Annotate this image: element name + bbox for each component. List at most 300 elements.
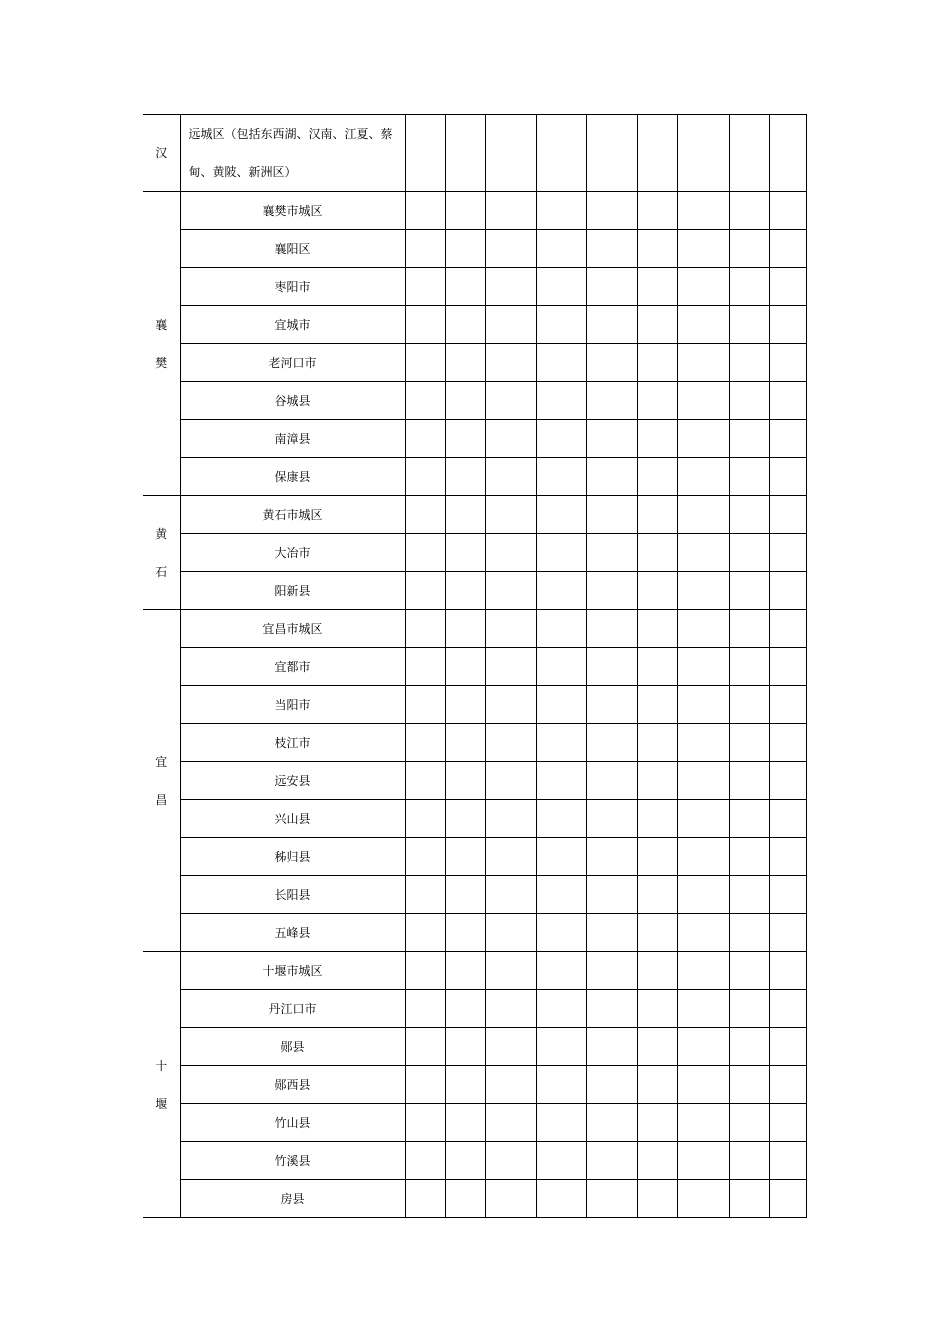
blank-cell[interactable]: [637, 762, 677, 800]
blank-cell[interactable]: [586, 876, 637, 914]
blank-cell[interactable]: [729, 914, 769, 952]
city-label-char: 宜: [155, 754, 168, 769]
district-cell: 枣阳市: [180, 268, 405, 306]
blank-cell[interactable]: [729, 458, 769, 496]
blank-cell[interactable]: [445, 192, 485, 230]
blank-cell[interactable]: [769, 496, 806, 534]
blank-cell[interactable]: [769, 610, 806, 648]
blank-cell[interactable]: [445, 496, 485, 534]
blank-cell[interactable]: [536, 1028, 586, 1066]
blank-cell[interactable]: [769, 914, 806, 952]
blank-cell[interactable]: [445, 572, 485, 610]
blank-cell[interactable]: [536, 762, 586, 800]
blank-cell[interactable]: [405, 382, 445, 420]
blank-cell[interactable]: [769, 686, 806, 724]
city-label-char: 堰: [155, 1096, 168, 1111]
blank-cell[interactable]: [677, 268, 729, 306]
blank-cell[interactable]: [536, 648, 586, 686]
blank-cell[interactable]: [637, 420, 677, 458]
blank-cell[interactable]: [485, 572, 536, 610]
blank-cell[interactable]: [405, 115, 445, 192]
district-cell: 远安县: [180, 762, 405, 800]
blank-cell[interactable]: [485, 1180, 536, 1218]
district-cell: 房县: [180, 1180, 405, 1218]
blank-cell[interactable]: [769, 800, 806, 838]
blank-cell[interactable]: [445, 534, 485, 572]
blank-cell[interactable]: [769, 724, 806, 762]
blank-cell[interactable]: [445, 1142, 485, 1180]
blank-cell[interactable]: [536, 1104, 586, 1142]
blank-cell[interactable]: [536, 724, 586, 762]
blank-cell[interactable]: [769, 306, 806, 344]
blank-cell[interactable]: [637, 952, 677, 990]
blank-cell[interactable]: [637, 572, 677, 610]
city-cell: [143, 115, 180, 192]
district-cell: 黄石市城区: [180, 496, 405, 534]
blank-cell[interactable]: [769, 762, 806, 800]
table-row: [143, 838, 806, 876]
blank-cell[interactable]: [769, 1104, 806, 1142]
blank-cell[interactable]: [729, 762, 769, 800]
blank-cell[interactable]: [729, 1028, 769, 1066]
blank-cell[interactable]: [677, 648, 729, 686]
table-row: [143, 876, 806, 914]
blank-cell[interactable]: [405, 496, 445, 534]
blank-cell[interactable]: [586, 648, 637, 686]
blank-cell[interactable]: [405, 990, 445, 1028]
blank-cell[interactable]: [769, 952, 806, 990]
blank-cell[interactable]: [637, 192, 677, 230]
blank-cell[interactable]: [729, 230, 769, 268]
blank-cell[interactable]: [405, 648, 445, 686]
blank-cell[interactable]: [677, 876, 729, 914]
blank-cell[interactable]: [677, 610, 729, 648]
blank-cell[interactable]: [729, 534, 769, 572]
district-cell: 兴山县: [180, 800, 405, 838]
blank-cell[interactable]: [586, 230, 637, 268]
city-cell: [143, 610, 180, 952]
table-row: [143, 952, 806, 990]
blank-cell[interactable]: [445, 230, 485, 268]
blank-cell[interactable]: [405, 610, 445, 648]
blank-cell[interactable]: [677, 496, 729, 534]
blank-cell[interactable]: [536, 876, 586, 914]
blank-cell[interactable]: [729, 306, 769, 344]
city-label-char: 石: [155, 564, 168, 579]
blank-cell[interactable]: [729, 800, 769, 838]
blank-cell[interactable]: [637, 610, 677, 648]
blank-cell[interactable]: [677, 382, 729, 420]
blank-cell[interactable]: [586, 344, 637, 382]
blank-cell[interactable]: [729, 1142, 769, 1180]
blank-cell[interactable]: [677, 914, 729, 952]
blank-cell[interactable]: [586, 1104, 637, 1142]
blank-cell[interactable]: [536, 230, 586, 268]
blank-cell[interactable]: [677, 458, 729, 496]
blank-cell[interactable]: [586, 115, 637, 192]
blank-cell[interactable]: [586, 1066, 637, 1104]
blank-cell[interactable]: [485, 534, 536, 572]
blank-cell[interactable]: [677, 952, 729, 990]
blank-cell[interactable]: [637, 458, 677, 496]
blank-cell[interactable]: [536, 1066, 586, 1104]
blank-cell[interactable]: [586, 382, 637, 420]
blank-cell[interactable]: [536, 192, 586, 230]
blank-cell[interactable]: [405, 230, 445, 268]
blank-cell[interactable]: [637, 800, 677, 838]
blank-cell[interactable]: [405, 1066, 445, 1104]
blank-cell[interactable]: [586, 496, 637, 534]
blank-cell[interactable]: [586, 572, 637, 610]
blank-cell[interactable]: [405, 306, 445, 344]
blank-cell[interactable]: [677, 230, 729, 268]
blank-cell[interactable]: [445, 420, 485, 458]
blank-cell[interactable]: [536, 990, 586, 1028]
blank-cell[interactable]: [637, 1104, 677, 1142]
blank-cell[interactable]: [485, 952, 536, 990]
blank-cell[interactable]: [405, 1104, 445, 1142]
blank-cell[interactable]: [405, 876, 445, 914]
blank-cell[interactable]: [729, 572, 769, 610]
blank-cell[interactable]: [405, 268, 445, 306]
blank-cell[interactable]: [677, 1028, 729, 1066]
city-cell: [143, 192, 180, 496]
blank-cell[interactable]: [445, 382, 485, 420]
blank-cell[interactable]: [536, 420, 586, 458]
blank-cell[interactable]: [586, 952, 637, 990]
table-row: [143, 382, 806, 420]
blank-cell[interactable]: [637, 876, 677, 914]
blank-cell[interactable]: [485, 458, 536, 496]
table-row: [143, 534, 806, 572]
blank-cell[interactable]: [536, 914, 586, 952]
blank-cell[interactable]: [769, 876, 806, 914]
district-cell: 南漳县: [180, 420, 405, 458]
blank-cell[interactable]: [677, 1104, 729, 1142]
blank-cell[interactable]: [729, 648, 769, 686]
blank-cell[interactable]: [536, 838, 586, 876]
table-row: [143, 344, 806, 382]
blank-cell[interactable]: [485, 838, 536, 876]
district-cell: 宜昌市城区: [180, 610, 405, 648]
blank-cell[interactable]: [485, 914, 536, 952]
city-label-char: 十: [155, 1058, 168, 1073]
blank-cell[interactable]: [677, 762, 729, 800]
blank-cell[interactable]: [405, 572, 445, 610]
blank-cell[interactable]: [637, 914, 677, 952]
blank-cell[interactable]: [405, 534, 445, 572]
blank-cell[interactable]: [586, 192, 637, 230]
blank-cell[interactable]: [729, 268, 769, 306]
blank-cell[interactable]: [586, 686, 637, 724]
blank-cell[interactable]: [677, 1142, 729, 1180]
blank-cell[interactable]: [637, 382, 677, 420]
blank-cell[interactable]: [729, 420, 769, 458]
blank-cell[interactable]: [485, 648, 536, 686]
city-label-char: 汉: [155, 146, 168, 160]
blank-cell[interactable]: [586, 914, 637, 952]
district-cell: 郧县: [180, 1028, 405, 1066]
blank-cell[interactable]: [769, 1142, 806, 1180]
blank-cell[interactable]: [637, 1028, 677, 1066]
blank-cell[interactable]: [445, 458, 485, 496]
blank-cell[interactable]: [536, 458, 586, 496]
district-cell: 郧西县: [180, 1066, 405, 1104]
table-row: [143, 990, 806, 1028]
blank-cell[interactable]: [485, 1142, 536, 1180]
blank-cell[interactable]: [637, 534, 677, 572]
blank-cell[interactable]: [485, 496, 536, 534]
district-cell: 襄阳区: [180, 230, 405, 268]
blank-cell[interactable]: [637, 990, 677, 1028]
blank-cell[interactable]: [769, 382, 806, 420]
blank-cell[interactable]: [445, 952, 485, 990]
blank-cell[interactable]: [637, 306, 677, 344]
blank-cell[interactable]: [536, 344, 586, 382]
blank-cell[interactable]: [536, 306, 586, 344]
city-cell: [143, 952, 180, 1218]
blank-cell[interactable]: [769, 1066, 806, 1104]
blank-cell[interactable]: [445, 1180, 485, 1218]
blank-cell[interactable]: [536, 115, 586, 192]
blank-cell[interactable]: [445, 1028, 485, 1066]
city-label-char: 昌: [155, 792, 168, 807]
blank-cell[interactable]: [485, 115, 536, 192]
blank-cell[interactable]: [677, 724, 729, 762]
blank-cell[interactable]: [637, 724, 677, 762]
blank-cell[interactable]: [405, 762, 445, 800]
blank-cell[interactable]: [586, 268, 637, 306]
blank-cell[interactable]: [445, 914, 485, 952]
blank-cell[interactable]: [586, 800, 637, 838]
blank-cell[interactable]: [637, 686, 677, 724]
blank-cell[interactable]: [485, 306, 536, 344]
blank-cell[interactable]: [405, 952, 445, 990]
blank-cell[interactable]: [536, 610, 586, 648]
city-cell: [143, 496, 180, 610]
blank-cell[interactable]: [485, 800, 536, 838]
blank-cell[interactable]: [586, 458, 637, 496]
district-cell: 谷城县: [180, 382, 405, 420]
blank-cell[interactable]: [536, 800, 586, 838]
blank-cell[interactable]: [586, 1028, 637, 1066]
blank-cell[interactable]: [445, 800, 485, 838]
region-table: [143, 114, 807, 1218]
blank-cell[interactable]: [637, 648, 677, 686]
blank-cell[interactable]: [677, 1180, 729, 1218]
blank-cell[interactable]: [405, 1180, 445, 1218]
blank-cell[interactable]: [677, 800, 729, 838]
blank-cell[interactable]: [729, 1104, 769, 1142]
blank-cell[interactable]: [485, 762, 536, 800]
blank-cell[interactable]: [729, 496, 769, 534]
blank-cell[interactable]: [485, 1104, 536, 1142]
blank-cell[interactable]: [536, 1142, 586, 1180]
blank-cell[interactable]: [485, 420, 536, 458]
blank-cell[interactable]: [445, 306, 485, 344]
blank-cell[interactable]: [445, 268, 485, 306]
blank-cell[interactable]: [536, 268, 586, 306]
blank-cell[interactable]: [769, 572, 806, 610]
table-row: [143, 1180, 806, 1218]
blank-cell[interactable]: [405, 192, 445, 230]
blank-cell[interactable]: [586, 1180, 637, 1218]
blank-cell[interactable]: [485, 686, 536, 724]
blank-cell[interactable]: [637, 344, 677, 382]
blank-cell[interactable]: [637, 1180, 677, 1218]
blank-cell[interactable]: [677, 344, 729, 382]
blank-cell[interactable]: [536, 572, 586, 610]
blank-cell[interactable]: [445, 990, 485, 1028]
blank-cell[interactable]: [445, 686, 485, 724]
blank-cell[interactable]: [729, 952, 769, 990]
table-row: [143, 914, 806, 952]
blank-cell[interactable]: [536, 496, 586, 534]
blank-cell[interactable]: [769, 458, 806, 496]
blank-cell[interactable]: [445, 762, 485, 800]
blank-cell[interactable]: [445, 724, 485, 762]
blank-cell[interactable]: [445, 1104, 485, 1142]
table-row: [143, 1028, 806, 1066]
blank-cell[interactable]: [405, 914, 445, 952]
blank-cell[interactable]: [729, 610, 769, 648]
blank-cell[interactable]: [536, 382, 586, 420]
blank-cell[interactable]: [536, 952, 586, 990]
blank-cell[interactable]: [586, 1142, 637, 1180]
blank-cell[interactable]: [769, 420, 806, 458]
blank-cell[interactable]: [677, 115, 729, 192]
blank-cell[interactable]: [677, 534, 729, 572]
blank-cell[interactable]: [445, 876, 485, 914]
blank-cell[interactable]: [677, 990, 729, 1028]
blank-cell[interactable]: [769, 838, 806, 876]
blank-cell[interactable]: [485, 610, 536, 648]
blank-cell[interactable]: [729, 838, 769, 876]
blank-cell[interactable]: [677, 306, 729, 344]
table-row: [143, 800, 806, 838]
blank-cell[interactable]: [677, 192, 729, 230]
district-cell: 襄樊市城区: [180, 192, 405, 230]
blank-cell[interactable]: [536, 686, 586, 724]
blank-cell[interactable]: [637, 1142, 677, 1180]
blank-cell[interactable]: [769, 192, 806, 230]
blank-cell[interactable]: [405, 686, 445, 724]
blank-cell[interactable]: [485, 990, 536, 1028]
blank-cell[interactable]: [729, 1180, 769, 1218]
district-cell: 长阳县: [180, 876, 405, 914]
blank-cell[interactable]: [445, 610, 485, 648]
blank-cell[interactable]: [729, 990, 769, 1028]
blank-cell[interactable]: [769, 115, 806, 192]
district-cell: 宜城市: [180, 306, 405, 344]
blank-cell[interactable]: [405, 420, 445, 458]
blank-cell[interactable]: [445, 838, 485, 876]
table-row: [143, 496, 806, 534]
table-row: [143, 420, 806, 458]
blank-cell[interactable]: [405, 344, 445, 382]
blank-cell[interactable]: [769, 344, 806, 382]
blank-cell[interactable]: [445, 1066, 485, 1104]
blank-cell[interactable]: [677, 686, 729, 724]
table-row: [143, 230, 806, 268]
blank-cell[interactable]: [485, 1028, 536, 1066]
blank-cell[interactable]: [677, 420, 729, 458]
blank-cell[interactable]: [637, 838, 677, 876]
blank-cell[interactable]: [769, 1180, 806, 1218]
blank-cell[interactable]: [637, 230, 677, 268]
blank-cell[interactable]: [729, 686, 769, 724]
table-body: [143, 115, 806, 1218]
blank-cell[interactable]: [485, 876, 536, 914]
blank-cell[interactable]: [729, 192, 769, 230]
blank-cell[interactable]: [677, 838, 729, 876]
table-row: [143, 192, 806, 230]
table-row: [143, 458, 806, 496]
blank-cell[interactable]: [729, 876, 769, 914]
blank-cell[interactable]: [485, 192, 536, 230]
blank-cell[interactable]: [405, 1142, 445, 1180]
blank-cell[interactable]: [769, 230, 806, 268]
blank-cell[interactable]: [677, 1066, 729, 1104]
district-cell: 大冶市: [180, 534, 405, 572]
blank-cell[interactable]: [637, 115, 677, 192]
blank-cell[interactable]: [637, 268, 677, 306]
blank-cell[interactable]: [485, 344, 536, 382]
blank-cell[interactable]: [729, 1066, 769, 1104]
blank-cell[interactable]: [586, 610, 637, 648]
blank-cell[interactable]: [445, 115, 485, 192]
district-cell: 当阳市: [180, 686, 405, 724]
blank-cell[interactable]: [485, 382, 536, 420]
blank-cell[interactable]: [405, 724, 445, 762]
blank-cell[interactable]: [485, 268, 536, 306]
blank-cell[interactable]: [769, 534, 806, 572]
blank-cell[interactable]: [586, 420, 637, 458]
blank-cell[interactable]: [586, 990, 637, 1028]
district-cell: 阳新县: [180, 572, 405, 610]
blank-cell[interactable]: [769, 990, 806, 1028]
blank-cell[interactable]: [405, 838, 445, 876]
blank-cell[interactable]: [445, 648, 485, 686]
blank-cell[interactable]: [769, 1028, 806, 1066]
blank-cell[interactable]: [729, 344, 769, 382]
blank-cell[interactable]: [485, 1066, 536, 1104]
blank-cell[interactable]: [677, 572, 729, 610]
blank-cell[interactable]: [586, 724, 637, 762]
blank-cell[interactable]: [405, 1028, 445, 1066]
blank-cell[interactable]: [485, 724, 536, 762]
blank-cell[interactable]: [405, 800, 445, 838]
blank-cell[interactable]: [729, 724, 769, 762]
blank-cell[interactable]: [637, 1066, 677, 1104]
blank-cell[interactable]: [769, 268, 806, 306]
blank-cell[interactable]: [729, 115, 769, 192]
blank-cell[interactable]: [769, 648, 806, 686]
blank-cell[interactable]: [586, 838, 637, 876]
table-row: [143, 610, 806, 648]
table-row: [143, 306, 806, 344]
blank-cell[interactable]: [536, 1180, 586, 1218]
blank-cell[interactable]: [586, 762, 637, 800]
blank-cell[interactable]: [586, 534, 637, 572]
blank-cell[interactable]: [536, 534, 586, 572]
blank-cell[interactable]: [586, 306, 637, 344]
blank-cell[interactable]: [637, 496, 677, 534]
blank-cell[interactable]: [445, 344, 485, 382]
blank-cell[interactable]: [485, 230, 536, 268]
blank-cell[interactable]: [405, 458, 445, 496]
blank-cell[interactable]: [729, 382, 769, 420]
